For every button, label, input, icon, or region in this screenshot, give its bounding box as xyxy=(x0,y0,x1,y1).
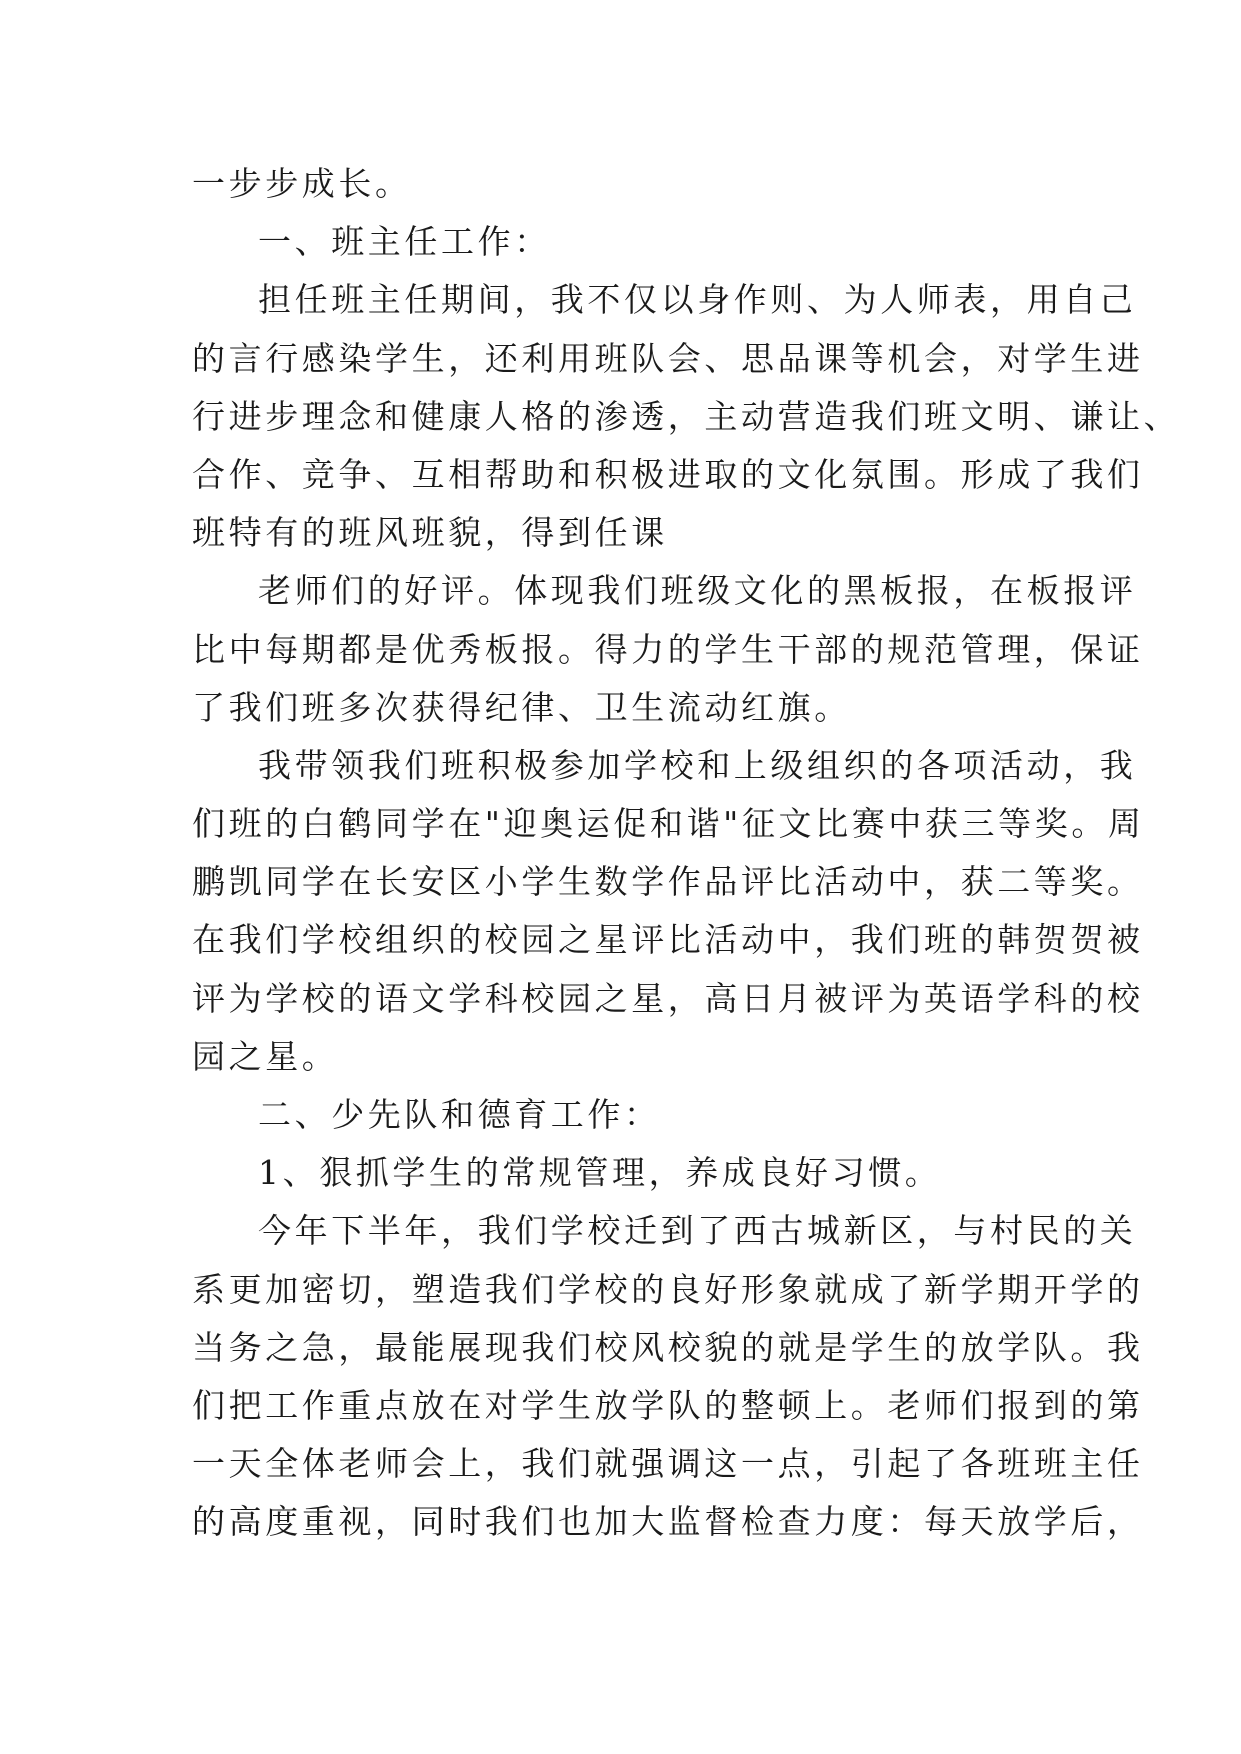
text-line: 园之星。 xyxy=(192,1036,339,1076)
text-line: 在我们学校组织的校园之星评比活动中，我们班的韩贺贺被 xyxy=(192,920,1144,960)
text-line: 一步步成长。 xyxy=(192,164,412,203)
text-line: 了我们班多次获得纪律、卫生流动红旗。 xyxy=(192,687,851,727)
text-line: 们把工作重点放在对学生放学队的整顿上。老师们报到的第 xyxy=(192,1385,1144,1425)
text-line: 的高度重视，同时我们也加大监督检查力度：每天放学后， xyxy=(192,1502,1144,1542)
text-line: 行进步理念和健康人格的渗透，主动营造我们班文明、谦让、 xyxy=(192,396,1181,436)
text-line: 合作、竞争、互相帮助和积极进取的文化氛围。形成了我们 xyxy=(192,454,1144,494)
text-line: 1、狠抓学生的常规管理，养成良好习惯。 xyxy=(258,1153,942,1193)
text-line: 担任班主任期间，我不仅以身作则、为人师表，用自己 xyxy=(258,280,1137,320)
text-line: 一天全体老师会上，我们就强调这一点，引起了各班班主任 xyxy=(192,1444,1144,1484)
text-line: 班特有的班风班貌，得到任课 xyxy=(192,513,668,553)
text-line: 比中每期都是优秀板报。得力的学生干部的规范管理，保证 xyxy=(192,629,1144,669)
text-line: 一、班主任工作： xyxy=(258,222,551,262)
text-line: 鹏凯同学在长安区小学生数学作品评比活动中，获二等奖。 xyxy=(192,862,1144,902)
text-line: 今年下半年，我们学校迁到了西古城新区，与村民的关 xyxy=(258,1211,1137,1251)
document-body xyxy=(192,155,1181,1552)
text-line: 当务之急，最能展现我们校风校貌的就是学生的放学队。我 xyxy=(192,1327,1144,1367)
text-line: 评为学校的语文学科校园之星，高日月被评为英语学科的校 xyxy=(192,978,1144,1018)
text-line: 们班的白鹤同学在"迎奥运促和谐"征文比赛中获三等奖。周 xyxy=(192,804,1145,844)
text-line: 的言行感染学生，还利用班队会、思品课等机会，对学生进 xyxy=(192,338,1144,378)
text-line: 老师们的好评。体现我们班级文化的黑板报，在板报评 xyxy=(258,571,1137,611)
text-line: 系更加密切，塑造我们学校的良好形象就成了新学期开学的 xyxy=(192,1269,1144,1309)
text-line: 我带领我们班积极参加学校和上级组织的各项活动，我 xyxy=(258,745,1137,785)
text-line: 二、少先队和德育工作： xyxy=(258,1095,661,1134)
